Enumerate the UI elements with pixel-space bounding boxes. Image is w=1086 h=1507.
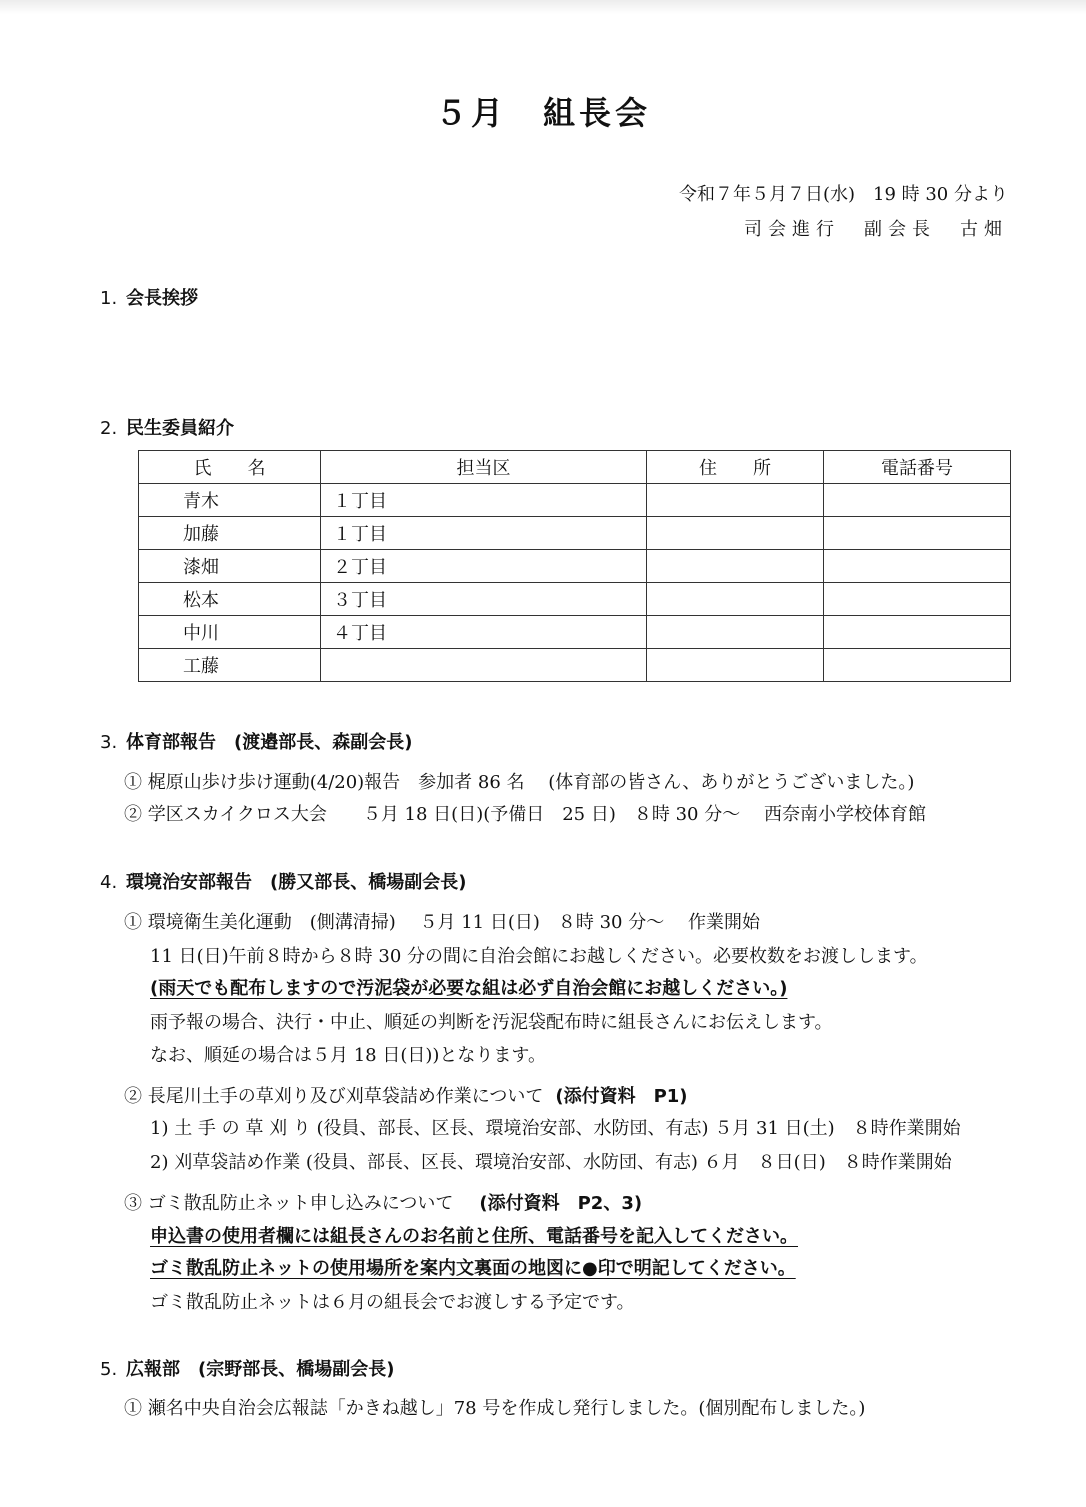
- cell-address: [647, 583, 824, 616]
- section-title: 体育部報告 (渡邉部長、森副会長): [126, 732, 413, 753]
- section-number: 3.: [100, 732, 118, 753]
- section-3-heading: [100, 728, 412, 754]
- table-row: [139, 583, 1011, 616]
- welfare-commissioner-table: [138, 450, 1011, 682]
- env-item-2-attachment: (添付資料 P1): [555, 1086, 688, 1107]
- page-top-edge: [0, 0, 1086, 14]
- cell-name: 松本: [139, 583, 321, 616]
- cell-area: １丁目: [321, 484, 647, 517]
- header-address: 住 所: [647, 451, 824, 484]
- env-item-3-attachment: (添付資料 P2、3): [479, 1193, 643, 1214]
- table-header-row: [139, 451, 1011, 484]
- env-item-3-text: ③ ゴミ散乱防止ネット申し込みについて: [124, 1193, 454, 1214]
- cell-address: [647, 649, 824, 682]
- section-4-heading: [100, 868, 466, 894]
- section-number: 4.: [100, 872, 118, 893]
- cell-name: 青木: [139, 484, 321, 517]
- cell-phone: [824, 583, 1011, 616]
- cell-name: 中川: [139, 616, 321, 649]
- cell-address: [647, 517, 824, 550]
- section-title: 環境治安部報告 (勝又部長、橋場副会長): [126, 872, 467, 893]
- table-row: [139, 484, 1011, 517]
- env-item-2-sub-2: 2) 刈草袋詰め作業 (役員、部長、区長、環境治安部、水防団、有志) ６月 ８日(日) ８時作業開始: [150, 1152, 952, 1173]
- sports-item-2: ② 学区スカイクロス大会 ５月 18 日(日)(予備日 25 日) ８時 30 分～ 西奈南小学校体育館: [124, 804, 926, 825]
- env-item-2-text: ② 長尾川土手の草刈り及び刈草袋詰め作業について: [124, 1086, 544, 1107]
- table-row: [139, 550, 1011, 583]
- env-item-1-line-2: 雨予報の場合、決行・中止、順延の判断を汚泥袋配布時に組長さんにお伝えします。: [150, 1012, 833, 1033]
- section-title: 民生委員紹介: [126, 418, 234, 439]
- table-row: [139, 649, 1011, 682]
- cell-name: 加藤: [139, 517, 321, 550]
- cell-phone: [824, 616, 1011, 649]
- cell-name: 工藤: [139, 649, 321, 682]
- env-item-3-bold-2: ゴミ散乱防止ネットの使用場所を案内文裏面の地図に●印で明記してください。: [150, 1258, 796, 1279]
- sports-item-1: ① 梶原山歩け歩け運動(4/20)報告 参加者 86 名 (体育部の皆さん、ありがとうございました。): [124, 772, 915, 793]
- section-2-heading: [100, 414, 234, 440]
- cell-address: [647, 550, 824, 583]
- cell-area: [321, 649, 647, 682]
- pr-item-1: ① 瀬名中央自治会広報誌「かきね越し」78 号を作成し発行しました。(個別配布しました。): [124, 1398, 866, 1419]
- cell-phone: [824, 484, 1011, 517]
- section-number: 1.: [100, 288, 118, 309]
- cell-address: [647, 484, 824, 517]
- env-item-1-title: ① 環境衛生美化運動 (側溝清掃) ５月 11 日(日) ８時 30 分～ 作業開始: [124, 912, 760, 933]
- cell-phone: [824, 649, 1011, 682]
- env-item-3-bold-1: 申込書の使用者欄には組長さんのお名前と住所、電話番号を記入してください。: [150, 1226, 798, 1247]
- env-item-1-line-1: 11 日(日)午前８時から８時 30 分の間に自治会館にお越しください。必要枚数をお渡しします。: [150, 946, 928, 967]
- env-item-3-line: ゴミ散乱防止ネットは６月の組長会でお渡しする予定です。: [150, 1292, 635, 1313]
- section-title: 会長挨拶: [126, 288, 198, 309]
- header-phone: 電話番号: [824, 451, 1011, 484]
- meeting-datetime: 令和７年５月７日(水) 19 時 30 分より: [678, 184, 1008, 205]
- table-row: [139, 517, 1011, 550]
- env-item-2-title: [124, 1082, 688, 1108]
- section-5-heading: [100, 1355, 394, 1381]
- env-item-1-line-3: なお、順延の場合は５月 18 日(日))となります。: [150, 1045, 546, 1066]
- cell-area: １丁目: [321, 517, 647, 550]
- cell-phone: [824, 550, 1011, 583]
- cell-area: ４丁目: [321, 616, 647, 649]
- meeting-chair: 司会進行 副会長 古畑: [744, 219, 1008, 240]
- cell-phone: [824, 517, 1011, 550]
- env-item-2-sub-1: 1) 土 手 の 草 刈 り (役員、部長、区長、環境治安部、水防団、有志) ５月 31 日(土) ８時作業開始: [150, 1118, 961, 1139]
- section-title: 広報部 (宗野部長、橋場副会長): [126, 1359, 395, 1380]
- section-number: 5.: [100, 1359, 118, 1380]
- header-name: 氏 名: [139, 451, 321, 484]
- section-number: 2.: [100, 418, 118, 439]
- env-item-3-title: [124, 1189, 642, 1215]
- cell-name: 漆畑: [139, 550, 321, 583]
- section-1-heading: [100, 284, 198, 310]
- cell-area: ３丁目: [321, 583, 647, 616]
- page-title: ５月 組長会: [434, 94, 651, 132]
- cell-area: ２丁目: [321, 550, 647, 583]
- env-item-1-notice: (雨天でも配布しますので汚泥袋が必要な組は必ず自治会館にお越しください。): [150, 978, 788, 999]
- header-area: 担当区: [321, 451, 647, 484]
- table-row: [139, 616, 1011, 649]
- cell-address: [647, 616, 824, 649]
